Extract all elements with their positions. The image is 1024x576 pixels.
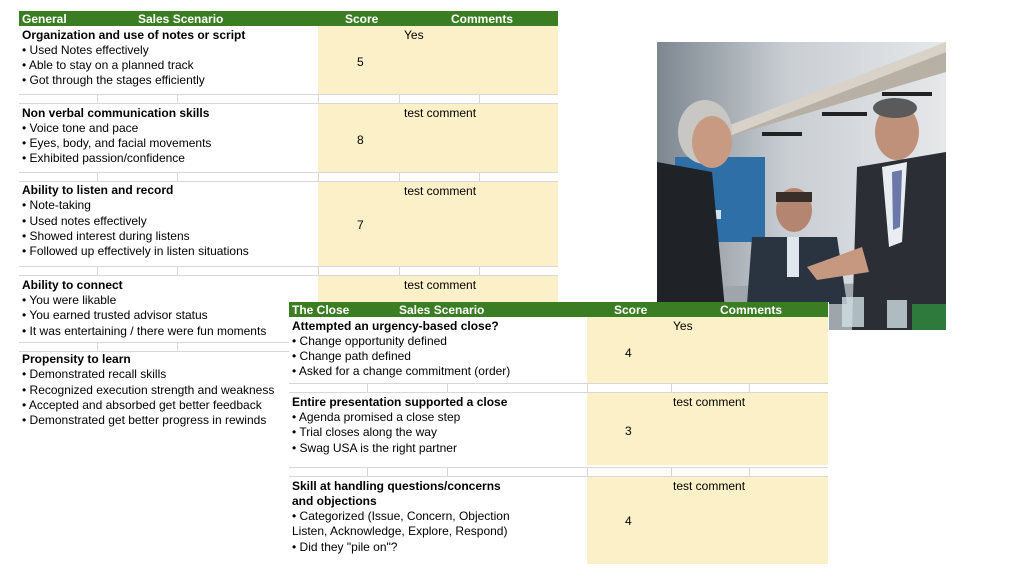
score-value: 8 (357, 133, 364, 147)
score-cell[interactable] (318, 26, 558, 94)
bullet-item: • Asked for a change commitment (order) (292, 364, 511, 378)
score-value: 3 (625, 424, 632, 438)
score-value: 7 (357, 218, 364, 232)
header-score: Score (345, 12, 379, 26)
close-header-row (289, 302, 828, 317)
bullet-item: Listen, Acknowledge, Explore, Respond) (292, 524, 508, 538)
bullet-item: • Got through the stages efficiently (22, 73, 205, 87)
bullet-item: • Swag USA is the right partner (292, 441, 457, 455)
bullet-item: • Showed interest during listens (22, 229, 190, 243)
section-title: Organization and use of notes or script (22, 28, 246, 42)
bullet-item: • Agenda promised a close step (292, 410, 461, 424)
bullet-item: • Trial closes along the way (292, 425, 437, 439)
comment-value: test comment (404, 184, 477, 198)
bullet-item: • You earned trusted advisor status (22, 308, 208, 322)
comment-value: Yes (673, 319, 693, 333)
section-title-continued: and objections (292, 494, 377, 508)
score-value: 5 (357, 55, 364, 69)
section-title: Propensity to learn (22, 352, 131, 366)
section-title: Attempted an urgency-based close? (292, 319, 499, 333)
section-title: Ability to connect (22, 278, 123, 292)
bullet-item: • Exhibited passion/confidence (22, 151, 185, 165)
header-comments: Comments (451, 12, 514, 26)
bullet-item: • It was entertaining / there were fun moments (22, 324, 267, 338)
section-title: Ability to listen and record (22, 183, 174, 197)
bullet-item: • Change path defined (292, 349, 411, 363)
bullet-item: • Change opportunity defined (292, 334, 447, 348)
comment-value: test comment (404, 106, 477, 120)
score-cell[interactable] (318, 182, 558, 266)
header-sales-scenario: Sales Scenario (399, 303, 485, 317)
row-separator (19, 342, 289, 352)
score-cell[interactable] (587, 393, 828, 465)
business-meeting-photo (657, 42, 946, 330)
business-meeting-photo-icon (657, 42, 946, 330)
row-separator (19, 94, 558, 104)
bullet-item: • Eyes, body, and facial movements (22, 136, 212, 150)
comment-value: test comment (404, 278, 477, 292)
header-general: General (22, 12, 67, 26)
header-sales-scenario: Sales Scenario (138, 12, 224, 26)
bullet-item: • Used notes effectively (22, 214, 147, 228)
score-value: 4 (625, 514, 632, 528)
bullet-item: • Accepted and absorbed get better feedback (22, 398, 262, 412)
section-title: Entire presentation supported a close (292, 395, 508, 409)
score-cell[interactable] (318, 104, 558, 172)
bullet-item: • Voice tone and pace (22, 121, 139, 135)
score-cell[interactable] (587, 317, 828, 383)
row-separator (289, 467, 828, 477)
comment-value: test comment (673, 479, 746, 493)
row-separator (19, 172, 558, 182)
row-separator (19, 266, 558, 276)
header-score: Score (614, 303, 648, 317)
comment-value: test comment (673, 395, 746, 409)
bullet-item: • Demonstrated get better progress in rewinds (22, 413, 267, 427)
row-separator (289, 383, 828, 393)
header-comments: Comments (720, 303, 783, 317)
general-header-row (19, 11, 558, 26)
bullet-item: • Did they "pile on"? (292, 540, 398, 554)
bullet-item: • Recognized execution strength and weakness (22, 383, 275, 397)
section-title: Non verbal communication skills (22, 106, 210, 120)
score-cell[interactable] (587, 477, 828, 564)
comment-value: Yes (404, 28, 424, 42)
bullet-item: • Categorized (Issue, Concern, Objection (292, 509, 510, 523)
bullet-item: • You were likable (22, 293, 117, 307)
bullet-item: • Demonstrated recall skills (22, 367, 167, 381)
bullet-item: • Used Notes effectively (22, 43, 149, 57)
bullet-item: • Followed up effectively in listen situations (22, 244, 249, 258)
header-the-close: The Close (292, 303, 350, 317)
bullet-item: • Able to stay on a planned track (22, 58, 194, 72)
section-title: Skill at handling questions/concerns (292, 479, 501, 493)
bullet-item: • Note-taking (22, 198, 91, 212)
score-value: 4 (625, 346, 632, 360)
close-scorecard-sheet (289, 302, 829, 564)
